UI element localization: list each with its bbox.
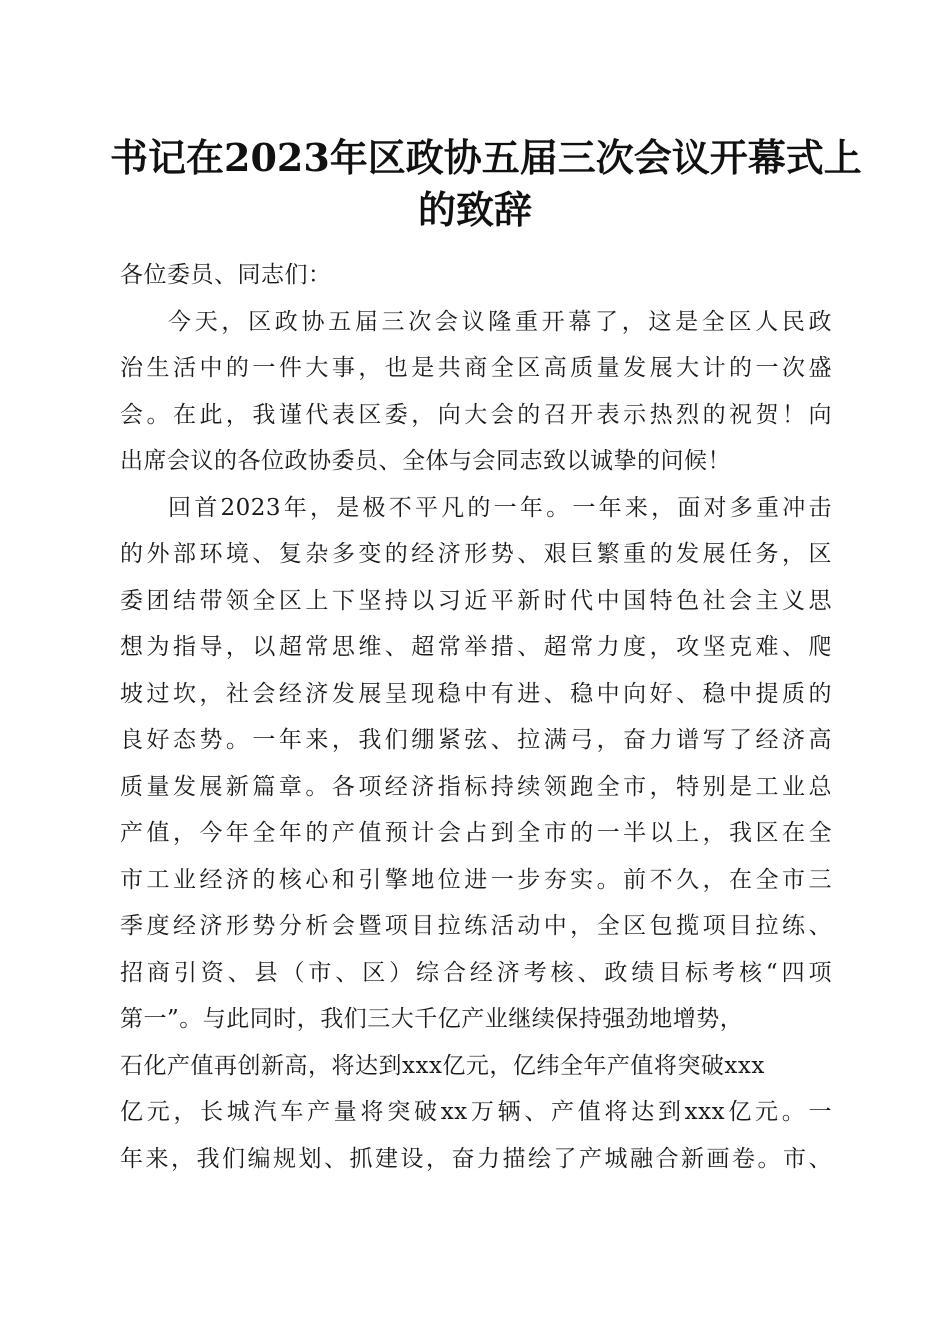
paragraph-1 xyxy=(120,299,832,485)
paragraph-line: 季度经济形势分析会暨项目拉练活动中，全区包揽项目拉练、 xyxy=(120,913,832,939)
paragraph-line: 市工业经济的核心和引擎地位进一步夯实。前不久，在全市三 xyxy=(120,866,832,893)
title-line-1: 书记在2023年区政协五届三次会议开幕式上 xyxy=(110,135,862,180)
paragraph-line: 的外部环境、复杂多变的经济形势、艰巨繁重的发展任务，区 xyxy=(120,541,832,567)
paragraph-line: 坡过坎，社会经济发展呈现稳中有进、稳中向好、稳中提质的 xyxy=(120,680,832,707)
title-line-2: 的致辞 xyxy=(417,187,532,232)
paragraph-line: 质量发展新篇章。各项经济指标持续领跑全市，特别是工业总 xyxy=(120,773,832,800)
paragraph-line: 亿元，长城汽车产量将突破xx万辆、产值将达到xxx亿元。一 xyxy=(120,1099,832,1125)
paragraph-line: 石化产值再创新高，将达到xxx亿元，亿纬全年产值将突破xxx xyxy=(120,1052,765,1079)
paragraph-line: 招商引资、县（市、区）综合经济考核、政绩目标考核“四项 xyxy=(120,959,832,986)
paragraph-line: 今天，区政协五届三次会议隆重开幕了，这是全区人民政 xyxy=(168,308,832,335)
paragraph-2 xyxy=(120,485,832,1183)
document-title xyxy=(110,132,862,236)
paragraph-line: 治生活中的一件大事，也是共商全区高质量发展大计的一次盛 xyxy=(120,355,832,381)
paragraph-line: 良好态势。一年来，我们绷紧弦、拉满弓，奋力谱写了经济高 xyxy=(120,727,832,753)
paragraph-line: 会。在此，我谨代表区委，向大会的召开表示热烈的祝贺！向 xyxy=(120,401,832,428)
paragraph-line: 回首2023年，是极不平凡的一年。一年来，面对多重冲击 xyxy=(168,494,832,521)
paragraph-line: 年来，我们编规划、抓建设，奋力描绘了产城融合新画卷。市、 xyxy=(120,1145,832,1172)
paragraph-line: 想为指导，以超常思维、超常举措、超常力度，攻坚克难、爬 xyxy=(120,634,832,660)
paragraph-line: 产值，今年全年的产值预计会占到全市的一半以上，我区在全 xyxy=(120,820,832,846)
paragraph-line: 委团结带领全区上下坚持以习近平新时代中国特色社会主义思 xyxy=(120,587,832,614)
paragraph-line: 第一”。与此同时，我们三大千亿产业继续保持强劲地增势， xyxy=(120,1006,744,1032)
document-body xyxy=(120,252,832,1182)
paragraph-line: 出席会议的各位政协委员、全体与会同志致以诚挚的问候！ xyxy=(120,448,731,474)
salutation: 各位委员、同志们： xyxy=(120,262,332,288)
